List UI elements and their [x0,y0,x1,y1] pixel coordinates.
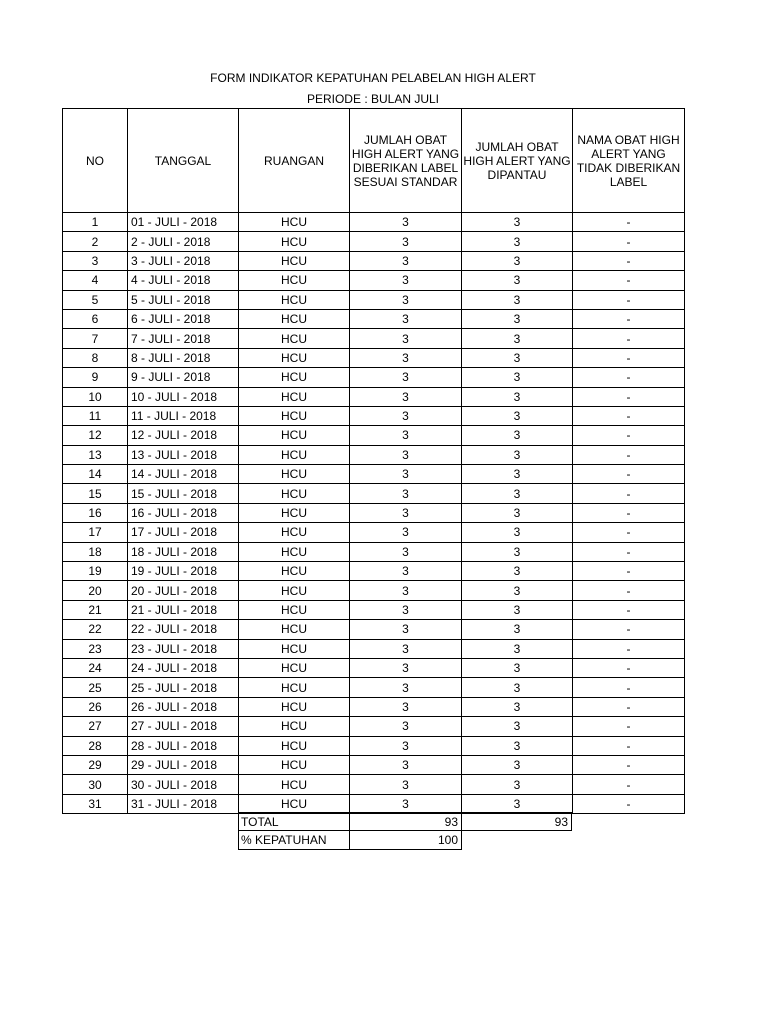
cell-ruangan: HCU [239,794,350,813]
cell-jumlah-dipantau: 3 [462,387,573,406]
cell-jumlah-label: 3 [350,271,462,290]
table-row [63,368,685,387]
cell-jumlah-label: 3 [350,251,462,270]
cell-jumlah-label: 3 [350,697,462,716]
table-header-row [63,109,685,213]
cell-jumlah-label: 3 [350,620,462,639]
cell-jumlah-label: 3 [350,309,462,328]
cell-nama-obat: - [573,348,685,367]
cell-jumlah-label: 3 [350,562,462,581]
cell-ruangan: HCU [239,523,350,542]
cell-nama-obat: - [573,678,685,697]
cell-ruangan: HCU [239,348,350,367]
table-row [63,717,685,736]
cell-ruangan: HCU [239,387,350,406]
cell-tanggal: 29 - JULI - 2018 [128,755,239,774]
cell-no: 21 [63,600,128,619]
cell-nama-obat: - [573,658,685,677]
cell-jumlah-dipantau: 3 [462,406,573,425]
cell-tanggal: 7 - JULI - 2018 [128,329,239,348]
cell-jumlah-dipantau: 3 [462,620,573,639]
table-row [63,620,685,639]
table-row [63,329,685,348]
cell-tanggal: 14 - JULI - 2018 [128,465,239,484]
table-row [63,251,685,270]
table-row [63,465,685,484]
cell-jumlah-label: 3 [350,484,462,503]
cell-tanggal: 9 - JULI - 2018 [128,368,239,387]
cell-jumlah-label: 3 [350,348,462,367]
cell-jumlah-dipantau: 3 [462,232,573,251]
cell-ruangan: HCU [239,600,350,619]
cell-tanggal: 5 - JULI - 2018 [128,290,239,309]
cell-no: 10 [63,387,128,406]
cell-ruangan: HCU [239,251,350,270]
cell-jumlah-dipantau: 3 [462,503,573,522]
cell-jumlah-dipantau: 3 [462,794,573,813]
cell-tanggal: 19 - JULI - 2018 [128,562,239,581]
cell-ruangan: HCU [239,562,350,581]
cell-jumlah-dipantau: 3 [462,697,573,716]
cell-nama-obat: - [573,484,685,503]
cell-no: 1 [63,213,128,232]
cell-jumlah-dipantau: 3 [462,542,573,561]
cell-nama-obat: - [573,736,685,755]
cell-jumlah-label: 3 [350,523,462,542]
cell-ruangan: HCU [239,329,350,348]
cell-jumlah-dipantau: 3 [462,465,573,484]
cell-ruangan: HCU [239,426,350,445]
cell-ruangan: HCU [239,232,350,251]
cell-jumlah-label: 3 [350,426,462,445]
cell-no: 6 [63,309,128,328]
cell-nama-obat: - [573,465,685,484]
table-row [63,562,685,581]
table-row [63,445,685,464]
table-row [63,736,685,755]
cell-nama-obat: - [573,445,685,464]
table-row [63,639,685,658]
cell-nama-obat: - [573,697,685,716]
cell-jumlah-dipantau: 3 [462,678,573,697]
cell-jumlah-label: 3 [350,736,462,755]
cell-jumlah-dipantau: 3 [462,736,573,755]
cell-ruangan: HCU [239,445,350,464]
cell-no: 8 [63,348,128,367]
cell-nama-obat: - [573,600,685,619]
kepatuhan-value: 100 [349,830,462,850]
cell-jumlah-dipantau: 3 [462,309,573,328]
cell-ruangan: HCU [239,542,350,561]
table-row [63,581,685,600]
table-row [63,290,685,309]
cell-no: 11 [63,406,128,425]
cell-jumlah-label: 3 [350,600,462,619]
table-body [63,213,685,814]
cell-nama-obat: - [573,271,685,290]
cell-ruangan: HCU [239,406,350,425]
cell-tanggal: 18 - JULI - 2018 [128,542,239,561]
cell-no: 18 [63,542,128,561]
cell-jumlah-dipantau: 3 [462,445,573,464]
compliance-table [62,108,685,814]
cell-tanggal: 8 - JULI - 2018 [128,348,239,367]
cell-no: 13 [63,445,128,464]
cell-ruangan: HCU [239,620,350,639]
cell-nama-obat: - [573,232,685,251]
cell-ruangan: HCU [239,503,350,522]
cell-no: 31 [63,794,128,813]
cell-tanggal: 12 - JULI - 2018 [128,426,239,445]
cell-jumlah-dipantau: 3 [462,562,573,581]
cell-jumlah-dipantau: 3 [462,523,573,542]
total-dipantau-value: 93 [461,812,572,831]
table-row [63,309,685,328]
cell-ruangan: HCU [239,755,350,774]
table-row [63,600,685,619]
cell-tanggal: 28 - JULI - 2018 [128,736,239,755]
cell-jumlah-label: 3 [350,406,462,425]
cell-no: 23 [63,639,128,658]
cell-nama-obat: - [573,251,685,270]
cell-tanggal: 26 - JULI - 2018 [128,697,239,716]
cell-no: 12 [63,426,128,445]
table-row [63,503,685,522]
cell-no: 9 [63,368,128,387]
cell-no: 4 [63,271,128,290]
cell-nama-obat: - [573,639,685,658]
cell-nama-obat: - [573,794,685,813]
cell-nama-obat: - [573,387,685,406]
cell-ruangan: HCU [239,465,350,484]
cell-tanggal: 25 - JULI - 2018 [128,678,239,697]
cell-nama-obat: - [573,581,685,600]
header-jumlah-dipantau: JUMLAH OBAT HIGH ALERT YANG DIPANTAU [462,109,573,213]
cell-jumlah-label: 3 [350,368,462,387]
cell-jumlah-dipantau: 3 [462,639,573,658]
kepatuhan-label: % KEPATUHAN [238,830,350,850]
cell-nama-obat: - [573,542,685,561]
cell-nama-obat: - [573,290,685,309]
form-title: FORM INDIKATOR KEPATUHAN PELABELAN HIGH ALERT [210,71,536,85]
cell-jumlah-dipantau: 3 [462,329,573,348]
cell-tanggal: 6 - JULI - 2018 [128,309,239,328]
cell-tanggal: 10 - JULI - 2018 [128,387,239,406]
cell-nama-obat: - [573,775,685,794]
cell-no: 30 [63,775,128,794]
cell-jumlah-dipantau: 3 [462,271,573,290]
cell-ruangan: HCU [239,717,350,736]
cell-no: 16 [63,503,128,522]
cell-jumlah-dipantau: 3 [462,251,573,270]
cell-no: 22 [63,620,128,639]
total-label-value: 93 [349,812,462,831]
cell-ruangan: HCU [239,271,350,290]
cell-jumlah-label: 3 [350,775,462,794]
cell-jumlah-dipantau: 3 [462,581,573,600]
period-title: PERIODE : BULAN JULI [306,92,440,106]
table-row [63,426,685,445]
cell-tanggal: 17 - JULI - 2018 [128,523,239,542]
cell-no: 14 [63,465,128,484]
cell-no: 24 [63,658,128,677]
cell-tanggal: 2 - JULI - 2018 [128,232,239,251]
cell-tanggal: 01 - JULI - 2018 [128,213,239,232]
cell-jumlah-label: 3 [350,717,462,736]
cell-jumlah-label: 3 [350,542,462,561]
cell-no: 26 [63,697,128,716]
table-row [63,697,685,716]
cell-jumlah-dipantau: 3 [462,368,573,387]
cell-no: 3 [63,251,128,270]
cell-nama-obat: - [573,213,685,232]
cell-nama-obat: - [573,309,685,328]
cell-nama-obat: - [573,503,685,522]
cell-tanggal: 20 - JULI - 2018 [128,581,239,600]
cell-no: 5 [63,290,128,309]
table-row [63,387,685,406]
cell-jumlah-label: 3 [350,639,462,658]
cell-tanggal: 27 - JULI - 2018 [128,717,239,736]
table-row [63,523,685,542]
cell-jumlah-dipantau: 3 [462,658,573,677]
cell-tanggal: 4 - JULI - 2018 [128,271,239,290]
cell-jumlah-label: 3 [350,329,462,348]
cell-jumlah-label: 3 [350,465,462,484]
cell-jumlah-label: 3 [350,658,462,677]
cell-ruangan: HCU [239,213,350,232]
cell-nama-obat: - [573,755,685,774]
cell-ruangan: HCU [239,639,350,658]
table-row [63,794,685,813]
table-row [63,232,685,251]
cell-tanggal: 11 - JULI - 2018 [128,406,239,425]
cell-nama-obat: - [573,717,685,736]
cell-jumlah-label: 3 [350,213,462,232]
cell-jumlah-label: 3 [350,387,462,406]
table-row [63,213,685,232]
cell-jumlah-label: 3 [350,445,462,464]
cell-jumlah-dipantau: 3 [462,426,573,445]
cell-tanggal: 31 - JULI - 2018 [128,794,239,813]
cell-ruangan: HCU [239,658,350,677]
header-nama-obat: NAMA OBAT HIGH ALERT YANG TIDAK DIBERIKAN LABEL [573,109,685,213]
cell-nama-obat: - [573,562,685,581]
table-row [63,542,685,561]
cell-jumlah-label: 3 [350,290,462,309]
header-tanggal: TANGGAL [128,109,239,213]
cell-no: 19 [63,562,128,581]
cell-jumlah-dipantau: 3 [462,717,573,736]
cell-ruangan: HCU [239,309,350,328]
cell-jumlah-label: 3 [350,232,462,251]
cell-jumlah-dipantau: 3 [462,484,573,503]
cell-ruangan: HCU [239,736,350,755]
cell-tanggal: 15 - JULI - 2018 [128,484,239,503]
cell-tanggal: 24 - JULI - 2018 [128,658,239,677]
cell-ruangan: HCU [239,697,350,716]
table-row [63,271,685,290]
table-row [63,755,685,774]
cell-jumlah-dipantau: 3 [462,290,573,309]
cell-no: 29 [63,755,128,774]
cell-jumlah-label: 3 [350,678,462,697]
cell-ruangan: HCU [239,775,350,794]
cell-no: 17 [63,523,128,542]
cell-jumlah-label: 3 [350,794,462,813]
cell-ruangan: HCU [239,290,350,309]
table-row [63,348,685,367]
table-row [63,658,685,677]
total-label: TOTAL [238,812,350,831]
cell-jumlah-label: 3 [350,503,462,522]
cell-jumlah-dipantau: 3 [462,755,573,774]
cell-nama-obat: - [573,620,685,639]
cell-no: 28 [63,736,128,755]
cell-nama-obat: - [573,523,685,542]
cell-nama-obat: - [573,426,685,445]
cell-no: 27 [63,717,128,736]
cell-no: 15 [63,484,128,503]
cell-nama-obat: - [573,406,685,425]
cell-jumlah-dipantau: 3 [462,775,573,794]
table-row [63,775,685,794]
cell-no: 25 [63,678,128,697]
cell-no: 20 [63,581,128,600]
cell-tanggal: 3 - JULI - 2018 [128,251,239,270]
header-no: NO [63,109,128,213]
cell-ruangan: HCU [239,368,350,387]
header-jumlah-label: JUMLAH OBAT HIGH ALERT YANG DIBERIKAN LABEL SESUAI STANDAR [350,109,462,213]
cell-jumlah-dipantau: 3 [462,213,573,232]
cell-nama-obat: - [573,329,685,348]
cell-nama-obat: - [573,368,685,387]
table-row [63,406,685,425]
cell-ruangan: HCU [239,484,350,503]
cell-jumlah-label: 3 [350,755,462,774]
cell-tanggal: 21 - JULI - 2018 [128,600,239,619]
cell-tanggal: 16 - JULI - 2018 [128,503,239,522]
cell-jumlah-label: 3 [350,581,462,600]
cell-no: 2 [63,232,128,251]
cell-ruangan: HCU [239,678,350,697]
cell-no: 7 [63,329,128,348]
cell-jumlah-dipantau: 3 [462,348,573,367]
table-row [63,484,685,503]
cell-jumlah-dipantau: 3 [462,600,573,619]
cell-tanggal: 13 - JULI - 2018 [128,445,239,464]
cell-tanggal: 30 - JULI - 2018 [128,775,239,794]
table-row [63,678,685,697]
header-ruangan: RUANGAN [239,109,350,213]
cell-tanggal: 22 - JULI - 2018 [128,620,239,639]
cell-ruangan: HCU [239,581,350,600]
cell-tanggal: 23 - JULI - 2018 [128,639,239,658]
